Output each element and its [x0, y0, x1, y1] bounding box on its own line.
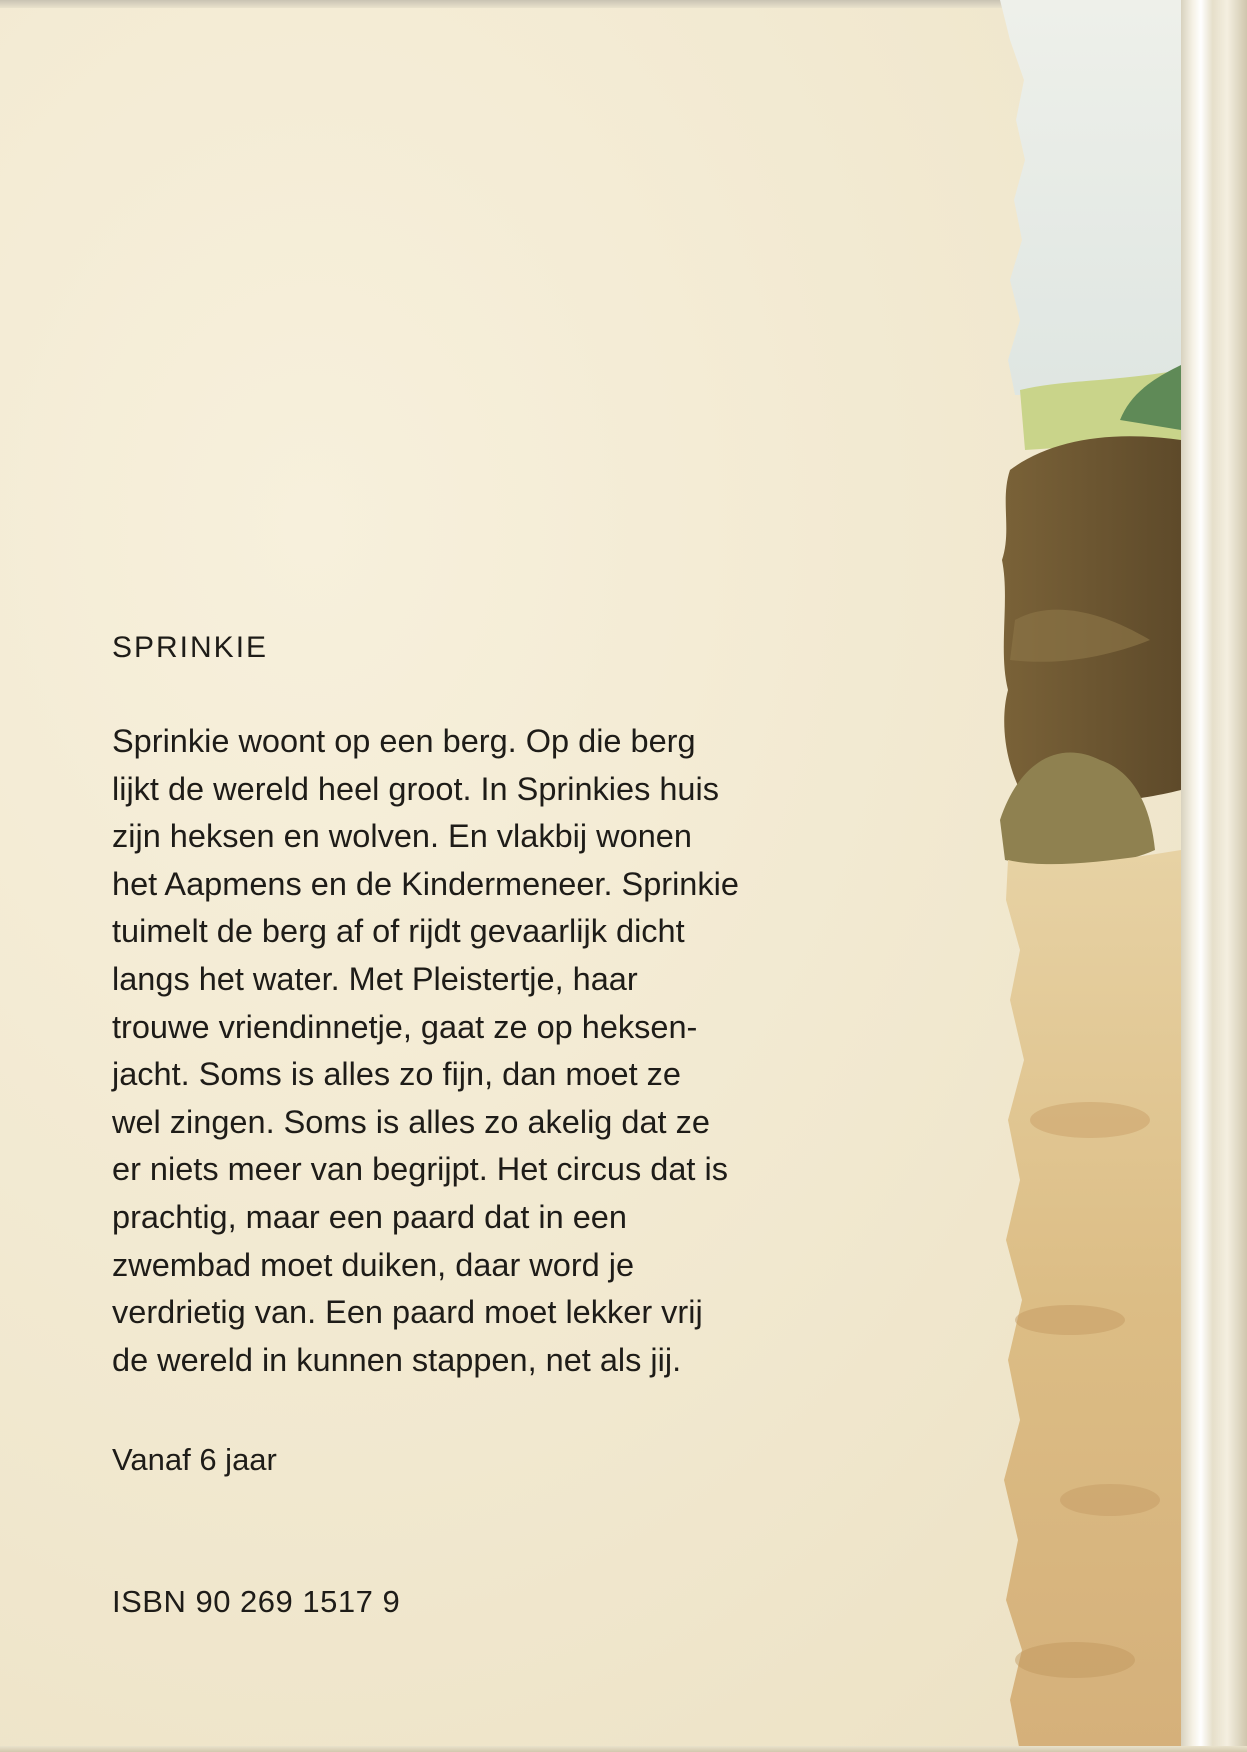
sand-shadow	[1030, 1102, 1150, 1138]
sky-area	[1000, 0, 1181, 395]
blurb-line: prachtig, maar een paard dat in een	[112, 1198, 627, 1235]
age-recommendation: Vanaf 6 jaar	[112, 1442, 277, 1478]
blurb-line: wel zingen. Soms is alles zo akelig dat ze	[112, 1103, 710, 1140]
blurb-line: zwembad moet duiken, daar word je	[112, 1246, 635, 1283]
sand-shadow	[1015, 1305, 1125, 1335]
back-cover-text	[112, 630, 872, 1622]
isbn-number: ISBN 90 269 1517 9	[112, 1584, 401, 1620]
sand-cliff	[1004, 850, 1181, 1752]
landscape-illustration	[980, 0, 1181, 1752]
blurb-line: de wereld in kunnen stappen, net als jij.	[112, 1341, 682, 1378]
book-spine	[1181, 0, 1247, 1752]
blurb-line: langs het water. Met Pleistertje, haar	[112, 960, 638, 997]
blurb-line: verdrietig van. Een paard moet lekker vrij	[112, 1294, 703, 1331]
sand-shadow	[1060, 1484, 1160, 1516]
blurb-line: zijn heksen en wolven. En vlakbij wonen	[112, 818, 692, 855]
blurb-line: jacht. Soms is alles zo fijn, dan moet ze	[112, 1056, 682, 1093]
blurb-line: trouwe vriendinnetje, gaat ze op heksen-	[112, 1008, 698, 1045]
book-blurb	[112, 718, 872, 1384]
book-title: SPRINKIE	[112, 631, 269, 664]
sand-shadow	[1015, 1642, 1135, 1678]
blurb-line: het Aapmens en de Kindermeneer. Sprinkie	[112, 865, 739, 902]
blurb-line: tuimelt de berg af of rijdt gevaarlijk dicht	[112, 913, 685, 950]
blurb-line: lijkt de wereld heel groot. In Sprinkies huis	[112, 770, 719, 807]
cover-bottom-edge	[0, 1746, 1247, 1752]
blurb-line: er niets meer van begrijpt. Het circus dat is	[112, 1151, 728, 1188]
blurb-line: Sprinkie woont op een berg. Op die berg	[112, 723, 696, 759]
